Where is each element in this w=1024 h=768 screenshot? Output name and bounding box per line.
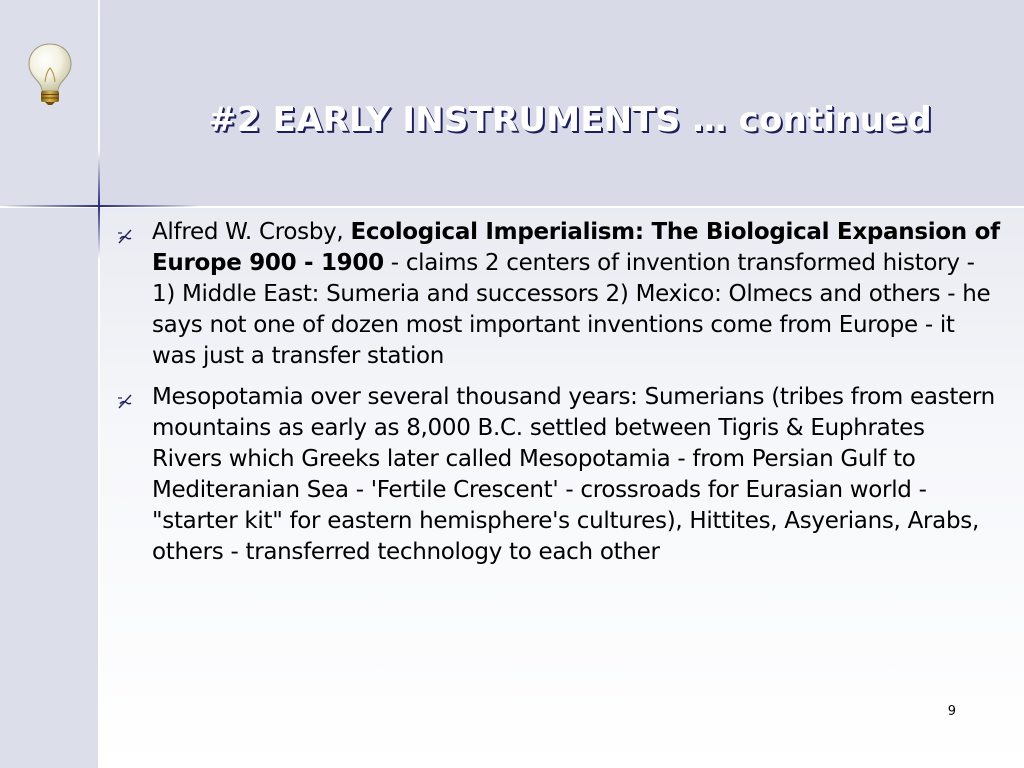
bullet-icon	[116, 392, 134, 410]
bullet-text-plain: Alfred W. Crosby,	[152, 219, 351, 245]
bullet-icon	[116, 227, 134, 245]
left-bar	[0, 0, 98, 768]
book-title: Ecological Imperialism: The Biological Expansion of Europe 900 - 1900	[152, 219, 1000, 276]
bullet-text-rest: - claims 2 centers of invention transformed history - 1) Middle East: Sumeria and successors 2) Mexico: Olmecs and others - he says not one of dozen most important inventions come from Europe - it was just a transfer station	[152, 250, 991, 369]
slide-title: #2 EARLY INSTRUMENTS … continued	[208, 100, 932, 140]
lightbulb-icon	[26, 42, 74, 106]
bullet-list	[110, 217, 1000, 578]
bullet-text: Mesopotamia over several thousand years: Sumerians (tribes from eastern mountains as early as 8,000 B.C. settled between Tigris & Euphrates Rivers which Greeks later called Mesopotamia - from Persian Gulf to Mediteranian Sea - 'Fertile Crescent' - crossroads for Eurasian world - "starter kit" for eastern hemisphere's cultures), Hittites, Asyerians, Arabs, others - transferred technology to each other	[152, 384, 995, 565]
vertical-divider	[98, 0, 100, 768]
horizontal-accent	[0, 205, 200, 207]
list-item	[110, 217, 1000, 372]
page-number: 9	[947, 704, 956, 719]
list-item	[110, 382, 1000, 568]
